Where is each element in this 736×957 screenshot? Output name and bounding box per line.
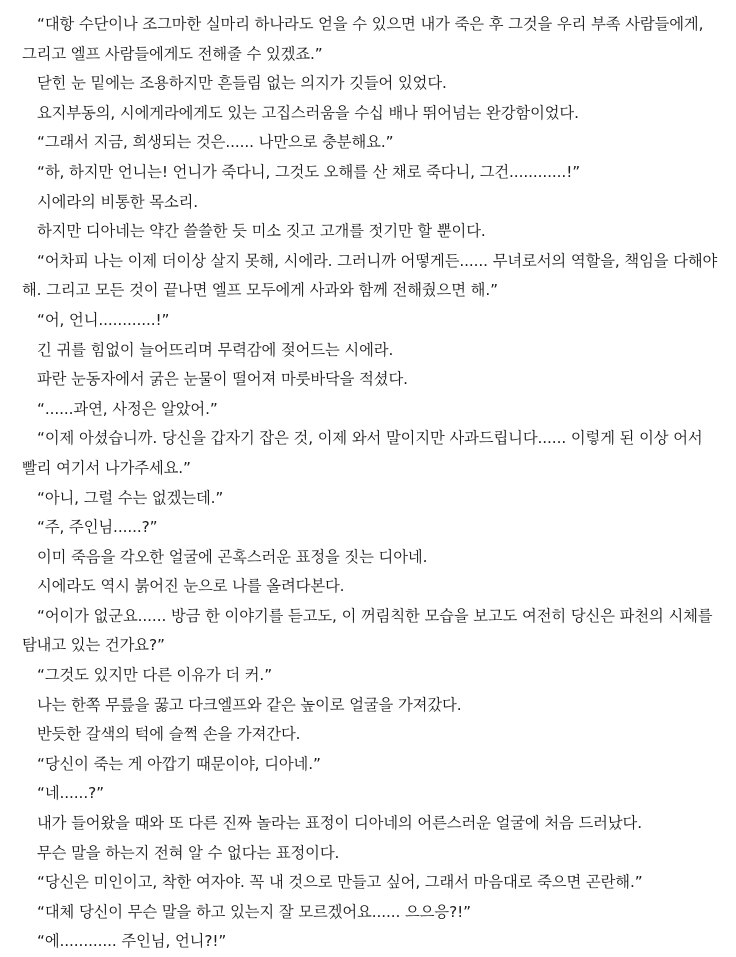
paragraph: “당신은 미인이고, 착한 여자야. 꼭 내 것으로 만들고 싶어, 그래서 마음대로 죽으면 곤란해.”: [37, 873, 643, 892]
paragraph: “......과연, 사정은 알았어.”: [37, 399, 218, 418]
paragraph: “하, 하지만 언니는! 언니가 죽다니, 그것도 오해를 산 채로 죽다니, 그건............!”: [37, 162, 581, 181]
paragraph: “대항 수단이나 조그마한 실마리 하나라도 얻을 수 있으면 내가 죽은 후 그것을 우리 부족 사람들에게, 그리고 엘프 사람들에게도 전해줄 수 있겠죠.”: [22, 15, 709, 63]
paragraph: 닫힌 눈 밑에는 조용하지만 흔들림 없는 의지가 깃들어 있었다.: [37, 74, 447, 93]
paragraph: 반듯한 갈색의 턱에 슬쩍 손을 가져간다.: [37, 725, 301, 744]
paragraph: “그것도 있지만 다른 이유가 더 커.”: [37, 666, 273, 685]
document-body: [22, 10, 722, 957]
paragraph: 내가 들어왔을 때와 또 다른 진짜 놀라는 표정이 디아네의 어른스러운 얼굴에 처음 드러났다.: [37, 814, 642, 833]
paragraph: “어, 언니............!”: [37, 310, 170, 329]
paragraph: “대체 당신이 무슨 말을 하고 있는지 잘 모르겠어요...... 으으응?!”: [37, 902, 471, 921]
paragraph: 무슨 말을 하는지 전혀 알 수 없다는 표정이다.: [37, 843, 340, 862]
paragraph: 시에라도 역시 붉어진 눈으로 나를 올려다본다.: [37, 577, 345, 596]
paragraph: 긴 귀를 힘없이 늘어뜨리며 무력감에 젖어드는 시에라.: [37, 340, 394, 359]
paragraph: “네......?”: [37, 784, 104, 803]
paragraph: “그래서 지금, 희생되는 것은...... 나만으로 충분해요.”: [37, 133, 394, 152]
paragraph: “어이가 없군요...... 방금 한 이야기를 듣고도, 이 꺼림칙한 모습을 보고도 여전히 당신은 파천의 시체를 탐내고 있는 건가요?”: [22, 606, 718, 655]
paragraph: “당신이 죽는 게 아깝기 때문이야, 디아네.”: [37, 754, 321, 773]
paragraph: “어차피 나는 이제 더이상 살지 못해, 시에라. 그러니까 어떻게든...... 무녀로서의 역할을, 책임을 다해야 해. 그리고 모든 것이 끝나면 엘프 모두에게 사과와 함께 전해줬으면 해.”: [22, 251, 722, 300]
paragraph: 요지부동의, 시에게라에게도 있는 고집스러움을 수십 배나 뛰어넘는 완강함이었다.: [37, 103, 579, 122]
paragraph: “에............ 주인님, 언니?!”: [37, 932, 227, 951]
paragraph: “아니, 그럴 수는 없겠는데.”: [37, 488, 224, 507]
paragraph: “주, 주인님......?”: [37, 518, 158, 537]
paragraph: 하지만 디아네는 약간 쓸쓸한 듯 미소 짓고 고개를 젓기만 할 뿐이다.: [37, 222, 486, 241]
paragraph: 파란 눈동자에서 굵은 눈물이 떨어져 마룻바닥을 적셨다.: [37, 370, 408, 389]
paragraph: “이제 아셨습니까. 당신을 갑자기 잡은 것, 이제 와서 말이지만 사과드립니다...... 이렇게 된 이상 어서 빨리 여기서 나가주세요.”: [22, 429, 708, 477]
paragraph: 시에라의 비통한 목소리.: [37, 192, 199, 211]
paragraph: 이미 죽음을 각오한 얼굴에 곤혹스러운 표정을 짓는 디아네.: [37, 547, 428, 566]
paragraph: 나는 한쪽 무릎을 꿇고 다크엘프와 같은 높이로 얼굴을 가져갔다.: [37, 695, 462, 714]
